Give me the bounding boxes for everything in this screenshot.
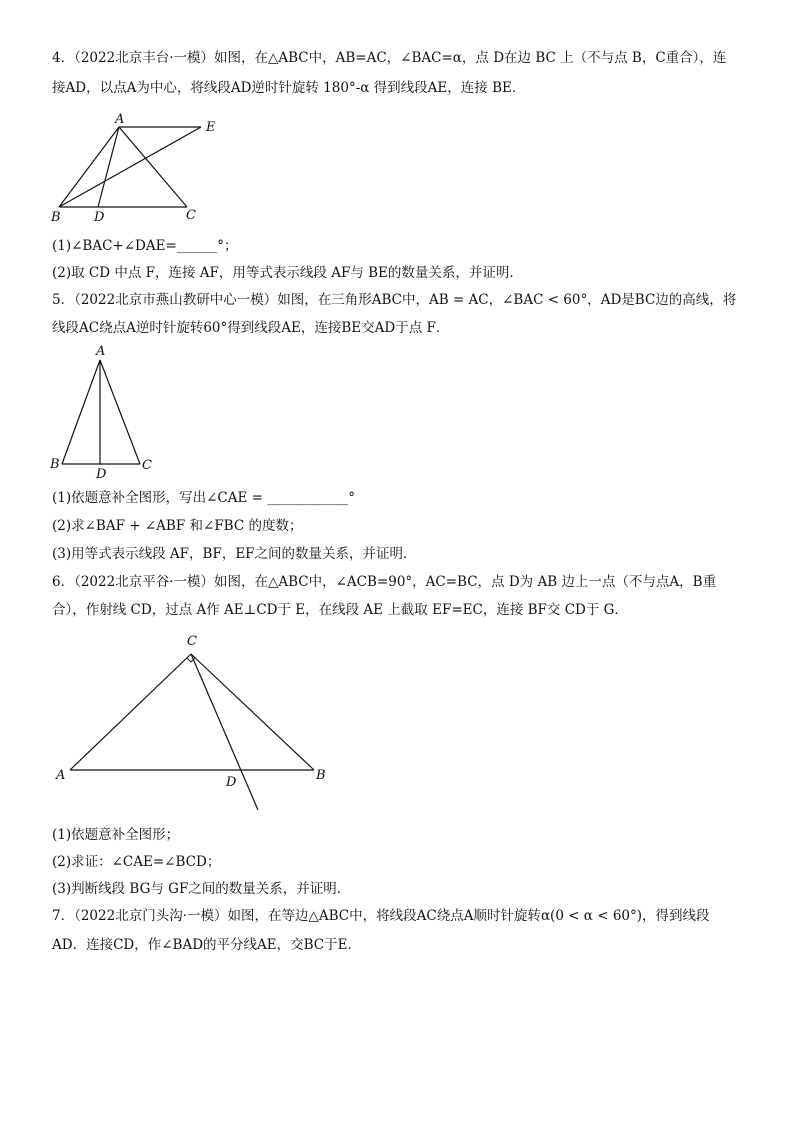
problem-5-question-3: (3)用等式表示线段 AF，BF，EF之间的数量关系，并证明．: [52, 546, 417, 562]
label-c: C: [142, 458, 152, 473]
label-b: B: [51, 210, 61, 225]
label-e: E: [206, 120, 216, 135]
figure-problem-4: [48, 108, 228, 228]
problem-4-line-2: 接AD，以点A为中心，将线段AD逆时针旋转 180°-α 得到线段AE，连接 BE．: [52, 80, 526, 96]
label-a: A: [56, 768, 66, 783]
problem-4-line-1: 4．（2022北京丰台·一模）如图，在△ABC中，AB=AC，∠BAC=α，点 D在边 BC 上（不与点 B，C重合），连: [52, 50, 727, 66]
segment-ca: [70, 654, 191, 770]
problem-6-question-2: (2)求证：∠CAE=∠BCD；: [52, 854, 221, 870]
ray-cd: [191, 654, 258, 810]
segment-ac: [100, 360, 140, 464]
label-c: C: [186, 208, 196, 223]
problem-4-question-1: (1)∠BAC+∠DAE=______°；: [52, 238, 238, 254]
label-a: A: [115, 112, 125, 127]
label-d: D: [226, 775, 237, 790]
label-a: A: [96, 344, 106, 359]
problem-5-line-2: 线段AC绕点A逆时针旋转60°得到线段AE，连接BE交AD于点 F．: [52, 320, 450, 336]
label-d: D: [94, 210, 105, 225]
segment-cb: [191, 654, 314, 770]
problem-6-question-3: (3)判断线段 BG与 GF之间的数量关系，并证明．: [52, 881, 351, 897]
problem-7-line-2: AD．连接CD，作∠BAD的平分线AE，交BC于E．: [52, 937, 361, 953]
segment-be: [59, 127, 201, 207]
label-c: C: [187, 634, 197, 649]
figure-problem-6: [50, 628, 340, 818]
problem-5-question-2: (2)求∠BAF + ∠ABF 和∠FBC 的度数；: [52, 518, 303, 534]
figure-problem-5: [46, 342, 166, 482]
segment-ad: [98, 127, 119, 207]
problem-6-line-1: 6．（2022北京平谷·一模）如图，在△ABC中，∠ACB=90°，AC=BC，点 D为 AB 边上一点（不与点A，B重: [52, 574, 717, 590]
problem-5-line-1: 5．（2022北京市燕山教研中心一模）如图，在三角形ABC中，AB = AC，∠BAC < 60°，AD是BC边的高线，将: [52, 292, 737, 308]
segment-ab: [62, 360, 100, 464]
problem-6-question-1: (1)依题意补全图形；: [52, 827, 180, 843]
problem-7-line-1: 7．（2022北京门头沟·一模）如图，在等边△ABC中，将线段AC绕点A顺时针旋转α(0 < α < 60°)，得到线段: [52, 908, 710, 924]
label-b: B: [50, 457, 60, 472]
problem-5-question-1: (1)依题意补全图形，写出∠CAE = ____________°: [52, 490, 356, 506]
label-b: B: [316, 768, 326, 783]
problem-4-question-2: (2)取 CD 中点 F，连接 AF，用等式表示线段 AF与 BE的数量关系，并证明．: [52, 265, 523, 281]
segment-ab: [59, 127, 119, 207]
label-d: D: [96, 467, 107, 482]
problem-6-line-2: 合），作射线 CD，过点 A作 AE⊥CD于 E，在线段 AE 上截取 EF=EC，连接 BF交 CD于 G．: [52, 602, 628, 618]
